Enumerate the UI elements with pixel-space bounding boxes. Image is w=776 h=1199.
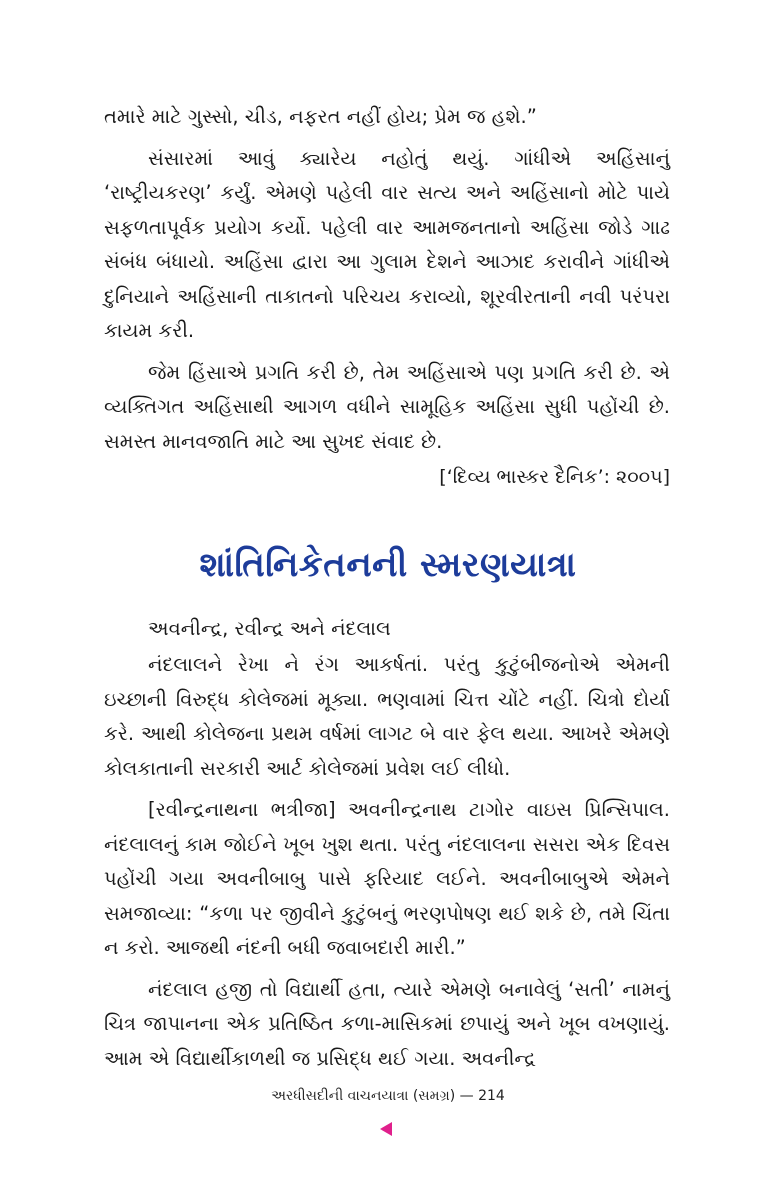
page-footer: અરધીસદીની વાચનયાત્રા (સમગ્ર) — 214 bbox=[271, 1088, 505, 1104]
article-title: શાંતિનિકેતનની સ્મરણયાત્રા bbox=[199, 545, 577, 585]
paragraph: [રવીન્દ્રનાથના ભત્રીજા] અવનીન્દ્રનાથ ટાગોર વાઇસ પ્રિન્સિપાલ. નંદલાલનું કામ જોઈને ખૂબ ખુશ થતા. પરંતુ નંદલાલના સસરા એક દિવસ પહોંચી ગયા અવનીબાબુ પાસે ફરિયાદ લઈને. અવનીબાબુએ એમને સમજાવ્યા: “કળા પર જીવીને કુટુંબનું ભરણપોષણ થઈ શકે છે, તમે ચિંતા ન કરો. આજથી નંદની બધી જવાબદારી મારી.” bbox=[104, 798, 670, 959]
previous-page-icon[interactable] bbox=[380, 1122, 392, 1136]
article-body bbox=[104, 648, 670, 1083]
source-citation: [‘દિવ્ય ભાસ્કર દૈનિક’: ૨૦૦૫] bbox=[439, 466, 670, 488]
paragraph: તમારે માટે ગુસ્સો, ચીડ, નફરત નહીં હોય; પ્રેમ જ હશે.” bbox=[104, 105, 537, 128]
paragraph: નંદલાલને રેખા ને રંગ આકર્ષતાં. પરંતુ કુટુંબીજનોએ એમની ઇચ્છાની વિરુદ્ધ કોલેજમાં મૂક્યા. ભણવામાં ચિત્ત ચોંટે નહીં. ચિત્રો દોર્યા કરે. આથી કોલેજના પ્રથમ વર્ષમાં લાગટ બે વાર ફેલ થયા. આખરે એમણે કોલકાતાની સરકારી આર્ટ કોલેજમાં પ્રવેશ લઈ લીધો. bbox=[104, 653, 670, 780]
paragraph: જેમ હિંસાએ પ્રગતિ કરી છે, તેમ અહિંસાએ પણ પ્રગતિ કરી છે. એ વ્યક્તિગત અહિંસાથી આગળ વધીને સામૂહિક અહિંસા સુધી પહોંચી છે. સમસ્ત માનવજાતિ માટે આ સુખદ સંવાદ છે. bbox=[104, 360, 670, 453]
continued-text bbox=[104, 100, 670, 466]
article-subtitle: અવનીન્દ્ર, રવીન્દ્ર અને નંદલાલ bbox=[148, 617, 391, 640]
paragraph: નંદલાલ હજી તો વિદ્યાર્થી હતા, ત્યારે એમણે બનાવેલું ‘સતી’ નામનું ચિત્ર જાપાનના એક પ્રતિષ્ઠિત કળા-માસિકમાં છપાયું અને ખૂબ વખણાયું. આમ એ વિદ્યાર્થીકાળથી જ પ્રસિદ્ધ થઈ ગયા. અવનીન્દ્ર bbox=[104, 977, 670, 1070]
paragraph: સંસારમાં આવું ક્યારેય નહોતું થયું. ગાંધીએ અહિંસાનું ‘રાષ્ટ્રીયકરણ’ કર્યું. એમણે પહેલી વાર સત્ય અને અહિંસાનો મોટે પાયે સફળતાપૂર્વક પ્રયોગ કર્યો. પહેલી વાર આમજનતાનો અહિંસા જોડે ગાઢ સંબંધ બંધાયો. અહિંસા દ્વારા આ ગુલામ દેશને આઝાદ કરાવીને ગાંધીએ દુનિયાને અહિંસાની તાકાતનો પરિચય કરાવ્યો, શૂરવીરતાની નવી પરંપરા કાયમ કરી. bbox=[104, 146, 670, 342]
